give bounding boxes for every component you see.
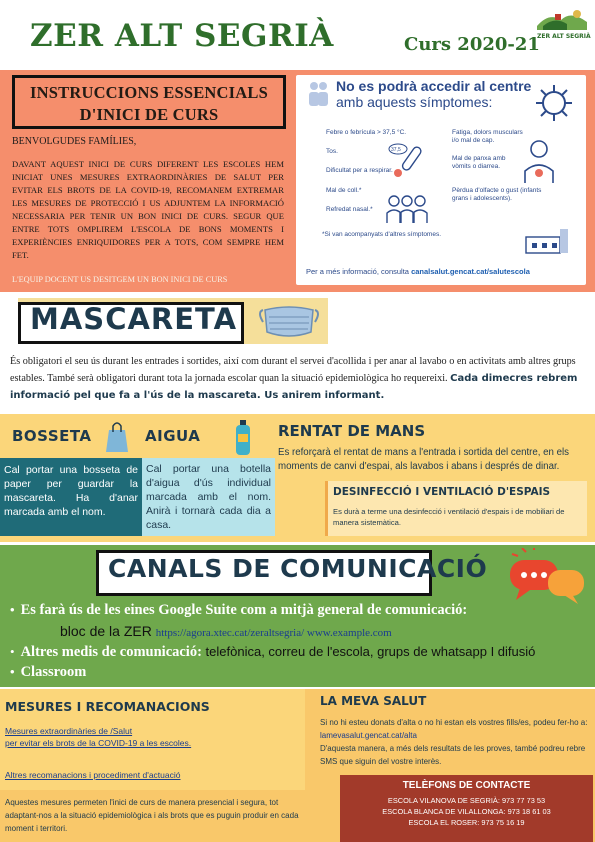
symptom-throat: Mal de coll.* xyxy=(326,187,362,194)
mascareta-bold-note: Cada dimecres rebrem informació pel que fa a l'ús de la mascareta. Us anirem informant. xyxy=(10,373,578,401)
more-info-link[interactable]: canalsalut.gencat.cat/salutescola xyxy=(411,267,530,276)
telefon-vilanova: ESCOLA VILANOVA DE SEGRIÀ: 973 77 73 53 xyxy=(387,796,546,805)
mesures-link[interactable]: Mesures extraordinàries de /Salut per evitar els brots de la COVID-19 a les escoles. xyxy=(5,726,192,748)
instructions-title-line1: INSTRUCCIONS ESSENCIALS xyxy=(30,83,268,102)
desinfeccio-text: Es durà a terme una desinfecció i ventilació d'espais i de mobiliari de manera sistemàtica. xyxy=(333,507,565,527)
symptoms-heading: No es podrà accedir al centre xyxy=(336,78,532,94)
telefons-box xyxy=(340,775,593,842)
water-bottle-icon xyxy=(232,420,254,456)
greeting-text: BENVOLGUDES FAMÍLIES, xyxy=(12,136,137,147)
symptom-fever: Febre o febrícula > 37,5 °C. xyxy=(326,129,407,136)
telefons-title: TELÈFONS DE CONTACTE xyxy=(402,780,531,791)
desinfeccio-title: DESINFECCIÓ I VENTILACIÓ D'ESPAIS xyxy=(333,486,551,498)
course-label: Curs 2020-21 xyxy=(404,34,540,55)
telefon-vilallonga: ESCOLA BLANCA DE VILALLONGA: 973 18 61 03 xyxy=(382,807,551,816)
salut-title: LA MEVA SALUT xyxy=(320,694,427,708)
aigua-text: Cal portar una botella d'aigua d'ús individual marcada amb el nom. Anirà i tornarà cada dia a casa. xyxy=(142,458,275,536)
canals-blog: bloc de la ZER https://agora.xtec.cat/zeraltsegria/ www.example.com xyxy=(60,623,392,639)
instructions-paragraph: DAVANT AQUEST INICI DE CURS DIFERENT LES ESCOLES HEM INICIAT UNES MESURES EXTRAORDINÀRIES DE SALUT PER EVITAR ELS BROTS DE LA COVID-19, RECOMANEM EXTREMAR LES MESURES DE PROTECCIÓ I US ADJUNTEM LA INFORMACIÓ NECESSARIA PER TENIR UN BON INICI DE CURS. SEGUR QUE ENTRE TOTS OMPLIREM L'ESCOLA DE BONS MOMENTS I EXPERIÈNCIES ENRIQUIDORES PER A TOTS, COM SEMPRE HEM FET. xyxy=(12,159,284,260)
people-icon xyxy=(306,81,330,107)
instructions-title-line2: D'INICI DE CURS xyxy=(79,105,219,124)
canals-title: CANALS DE COMUNICACIÓ xyxy=(108,554,488,583)
instructions-title-box xyxy=(12,75,286,129)
logo-text: ZER ALT SEGRIÀ xyxy=(537,33,591,40)
symptom-stomach: Mal de panxa amb vòmits o diarrea. xyxy=(452,155,506,170)
salut-link[interactable]: lamevasalut.gencat.cat/alta xyxy=(320,731,417,740)
canals-item-google: • Es farà ús de les eines Google Suite com a mitjà general de comunicació: xyxy=(10,602,468,618)
rentat-text: Es reforçarà el rentat de mans a l'entrada i sortida del centre, en els moments de canvi d'espai, als lavabos i abans i després de dinar. xyxy=(278,447,570,472)
telefon-roser: ESCOLA EL ROSER: 973 75 16 19 xyxy=(408,818,525,827)
school-icon xyxy=(522,227,574,255)
instructions-body xyxy=(12,135,284,262)
face-mask-icon xyxy=(255,302,323,342)
symptoms-panel xyxy=(296,75,586,285)
recomanacions-link[interactable]: Altres recomanacions i procediment d'actuació xyxy=(5,770,181,780)
salut-text: Si no hi esteu donats d'alta o no hi estan els vostres fills/es, podeu fer-ho a: lamevasalut.gencat.cat/alta D'aquesta manera, a més dels resultats de les proves, també podreu rebre SMS que siguin del vostre interès. xyxy=(320,718,588,766)
symptoms-footnote: *Si van acompanyats d'altres símptomes. xyxy=(322,231,442,238)
canals-item-classroom: • Classroom xyxy=(10,664,87,680)
more-info-text: Per a més informació, consulta canalsalut.gencat.cat/salutescola xyxy=(306,267,530,276)
mascareta-text: És obligatori el seu ús durant les entrades i sortides, així com durant el servei d'acollida i per anar al lavabo o en activitats amb altres grups estables. També serà obligatori durant tota la jornada escolar quan la situació epidemiològica ho requereixi. Cada dimecres rebrem informació pel que fa a l'ús de la mascareta. Us anirem informant. xyxy=(10,356,578,401)
zer-logo-icon xyxy=(533,4,591,40)
symptom-cough: Tos. xyxy=(326,148,338,155)
rentat-title: RENTAT DE MANS xyxy=(278,422,426,440)
symptom-breathing: Dificultat per a respirar. xyxy=(326,167,393,174)
sick-people-icon xyxy=(384,193,430,225)
paper-bag-icon xyxy=(104,420,130,454)
bosseta-text: Cal portar una bosseta de paper per guardar la mascareta. Ha d'anar marcada amb el nom. xyxy=(0,458,142,536)
symptom-cold: Refredat nasal.* xyxy=(326,206,373,213)
mesures-note: Aquestes mesures permeten l'inici de curs de manera presencial i segura, tot adaptant-nos a la situació epidemiològica i als brots que es puguin produir en cada moment i territori. xyxy=(5,798,299,833)
bosseta-title: BOSSETA xyxy=(12,427,92,445)
blog-link[interactable]: https://agora.xtec.cat/zeraltsegria/ www.example.com xyxy=(155,627,392,639)
symptoms-subheading: amb aquests símptomes: xyxy=(336,94,493,110)
canals-item-other: • Altres medis de comunicació: telefònica, correu de l'escola, grups de whatsapp I difusió xyxy=(10,644,536,660)
mesures-title: MESURES I RECOMANACIONS xyxy=(5,699,210,714)
symptom-fatigue: Fatiga, dolors musculars i/o mal de cap. xyxy=(452,129,523,144)
chat-bubbles-icon xyxy=(506,548,586,606)
aigua-title: AIGUA xyxy=(145,427,201,445)
sick-person-icon xyxy=(522,139,556,185)
virus-icon xyxy=(534,83,574,123)
symptom-smell: Pèrdua d'olfacte o gust (infants grans i adolescents). xyxy=(452,187,542,202)
page-title: ZER ALT SEGRIÀ xyxy=(30,18,334,54)
thermometer-label: 37,5 xyxy=(391,147,401,153)
thermometer-icon xyxy=(388,141,434,181)
mascareta-title: MASCARETA xyxy=(30,302,238,336)
team-signature: L'EQUIP DOCENT US DESITGEM UN BON INICI DE CURS xyxy=(12,275,228,284)
